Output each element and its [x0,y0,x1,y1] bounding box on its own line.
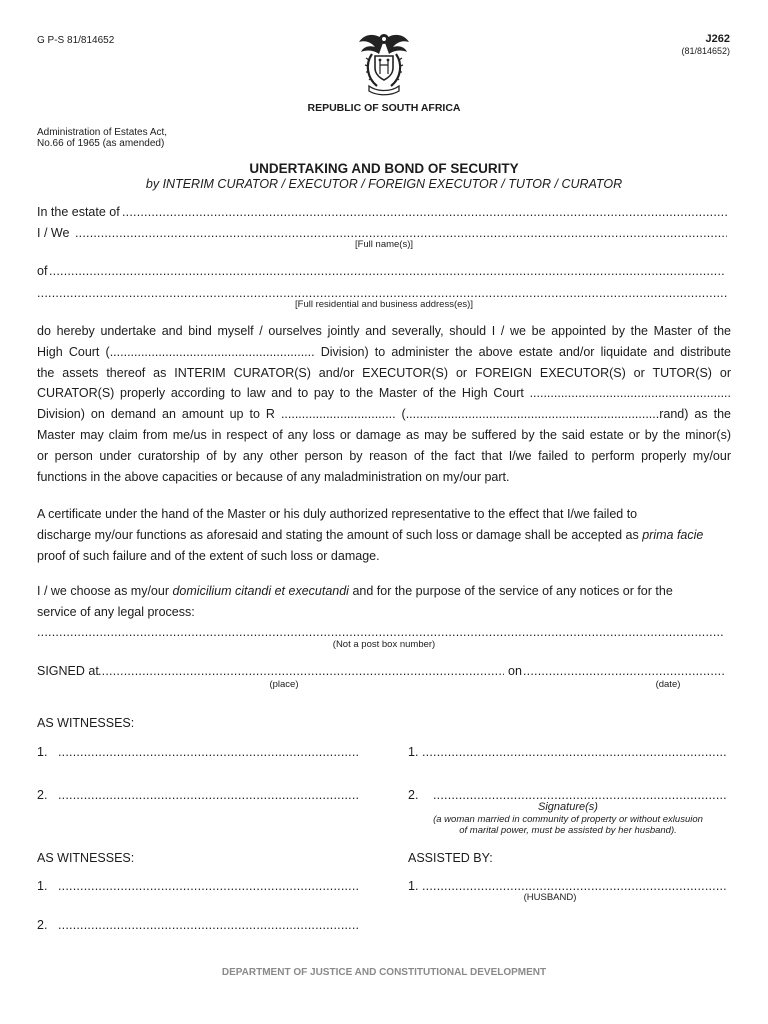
signature-note-line2: of marital power, must be assisted by her husband). [459,825,677,836]
signature-note-line1: (a woman married in community of property or without exlusuion [433,814,703,825]
undertaking-line-7: or person under curatorship of by any other person by reason of the fact that I/we failed to perform properly my/our [37,448,731,463]
form-subtitle: by INTERIM CURATOR / EXECUTOR / FOREIGN EXECUTOR / TUTOR / CURATOR [145,177,623,191]
undertaking-paragraph [37,321,731,487]
husband-signature-field[interactable] [422,879,728,893]
assisted-by-heading: ASSISTED BY: [408,851,493,865]
witness-1-number: 1. [37,745,48,759]
signed-date-field[interactable] [523,664,725,678]
domicilium-paragraph [37,581,731,623]
place-caption: (place) [269,679,299,690]
witnesses-heading-1: AS WITNESSES: [37,716,135,730]
witness-1-field[interactable] [58,745,360,759]
address-caption: [Full residential and business address(es)] [295,299,473,310]
form-subcode: (81/814652) [681,46,730,56]
certificate-paragraph [37,504,731,567]
certificate-line-2: discharge my/our functions as aforesaid and stating the amount of such loss or damage shall be accepted as prima facie [37,528,704,542]
names-label: I / We [37,226,70,240]
witnesses-heading-2: AS WITNESSES: [37,851,135,865]
gps-reference: G P-S 81/814652 [37,35,115,46]
estate-field[interactable] [122,205,728,219]
domicilium-line-1: I / we choose as my/our domicilium citandi et executandi and for the purpose of the service of any notices or for the [37,584,673,598]
estate-label: In the estate of [37,205,120,219]
undertaking-line-5: Division) on demand an amount up to R ................................. (.........................................................................rand) as the [37,407,731,422]
signature-label: Signature(s) [538,801,598,813]
form-title: UNDERTAKING AND BOND OF SECURITY [249,161,519,176]
signed-place-field[interactable] [98,664,504,678]
undertaking-line-1: do hereby undertake and bind myself / ourselves jointly and severally, should I / we be appointed by the Master of the [37,324,731,338]
witness-4-field[interactable] [58,918,360,932]
signature-1-number: 1. [408,745,419,759]
undertaking-line-3: the assets thereof as INTERIM CURATOR(S) and/or EXECUTOR(S) or FOREIGN EXECUTOR(S) or TUTOR(S) or [37,365,731,380]
signature-2-number: 2. [408,788,419,802]
date-caption: (date) [655,679,681,690]
signature-2-field[interactable] [433,788,728,802]
address-field-line2[interactable] [37,286,727,300]
address-field-line1[interactable] [49,264,726,278]
domicilium-line-2: service of any legal process: [37,605,195,619]
witness-3-number: 1. [37,879,48,893]
husband-caption: (HUSBAND) [523,892,577,903]
country-name: REPUBLIC OF SOUTH AFRICA [307,102,461,114]
act-reference-line1: Administration of Estates Act, [37,127,168,138]
undertaking-line-8: functions in the above capacities or because of any maladministration on my/our part. [37,469,510,484]
witness-4-number: 2. [37,918,48,932]
witness-3-field[interactable] [58,879,360,893]
certificate-line-1: A certificate under the hand of the Master or his duly authorized representative to the effect that I/we failed to [37,507,638,521]
form-code: J262 [705,33,730,45]
undertaking-line-6: Master may claim from me/us in respect of any loss or damage as may be suffered by the said estate or by the minor(s) [37,427,731,442]
signed-on-label: on [508,664,522,678]
prima-facie-text: prima facie [642,528,704,542]
department-footer: DEPARTMENT OF JUSTICE AND CONSTITUTIONAL DEVELOPMENT [221,967,547,978]
names-caption: [Full name(s)] [354,239,414,250]
certificate-line-3: proof of such failure and of the extent of such loss or damage. [37,549,380,563]
witness-2-field[interactable] [58,788,360,802]
undertaking-line-2: High Court (........................................................... Division) to administer the above estate and/or liquidate and distribute [37,344,731,359]
signed-at-label: SIGNED at [37,664,99,678]
signature-1-field[interactable] [422,745,728,759]
domicilium-address-field[interactable] [37,625,725,639]
undertaking-line-4: CURATOR(S) properly according to law and to pay to the Master of the High Court .......................................................... [37,386,731,401]
postbox-caption: (Not a post box number) [332,639,436,650]
witness-2-number: 2. [37,788,48,802]
act-reference-line2: No.66 of 1965 (as amended) [37,138,165,149]
husband-number: 1. [408,879,419,893]
coat-of-arms-icon [355,30,413,96]
full-names-field[interactable] [75,226,727,240]
domicilium-term: domicilium citandi et executandi [172,584,349,598]
of-label: of [37,264,48,278]
